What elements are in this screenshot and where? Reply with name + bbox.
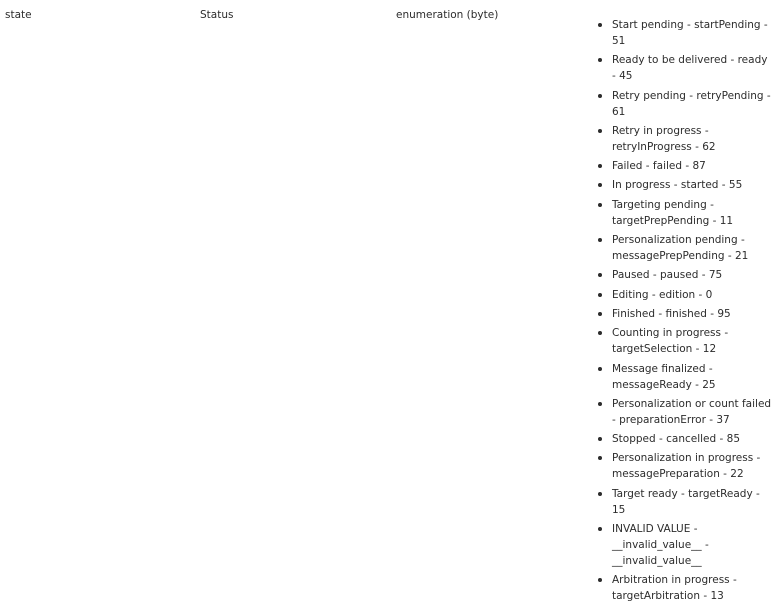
- list-item: Personalization pending - messagePrepPending - 21: [590, 232, 772, 264]
- list-item: Paused - paused - 75: [590, 267, 772, 283]
- list-item: Target ready - targetReady - 15: [590, 486, 772, 518]
- field-type: enumeration (byte): [396, 9, 499, 21]
- list-item: Finished - finished - 95: [590, 306, 772, 322]
- list-item: Failed - failed - 87: [590, 158, 772, 174]
- field-name: state: [5, 9, 32, 21]
- list-item: Personalization in progress - messagePreparation - 22: [590, 450, 772, 482]
- list-item: Targeting pending - targetPrepPending - 11: [590, 197, 772, 229]
- list-item: Counting in progress - targetSelection - 12: [590, 325, 772, 357]
- list-item: Retry in progress - retryInProgress - 62: [590, 123, 772, 155]
- list-item: INVALID VALUE - __invalid_value__ - __invalid_value__: [590, 521, 772, 569]
- list-item: Arbitration in progress - targetArbitration - 13: [590, 572, 772, 604]
- enumeration-values: [590, 17, 772, 608]
- field-label: Status: [200, 9, 234, 21]
- list-item: Stopped - cancelled - 85: [590, 431, 772, 447]
- list-item: Retry pending - retryPending - 61: [590, 88, 772, 120]
- list-item: Start pending - startPending - 51: [590, 17, 772, 49]
- list-item: Personalization or count failed - preparationError - 37: [590, 396, 772, 428]
- list-item: In progress - started - 55: [590, 177, 772, 193]
- list-item: Editing - edition - 0: [590, 287, 772, 303]
- list-item: Ready to be delivered - ready - 45: [590, 52, 772, 84]
- value-list: [590, 17, 772, 604]
- list-item: Message finalized - messageReady - 25: [590, 361, 772, 393]
